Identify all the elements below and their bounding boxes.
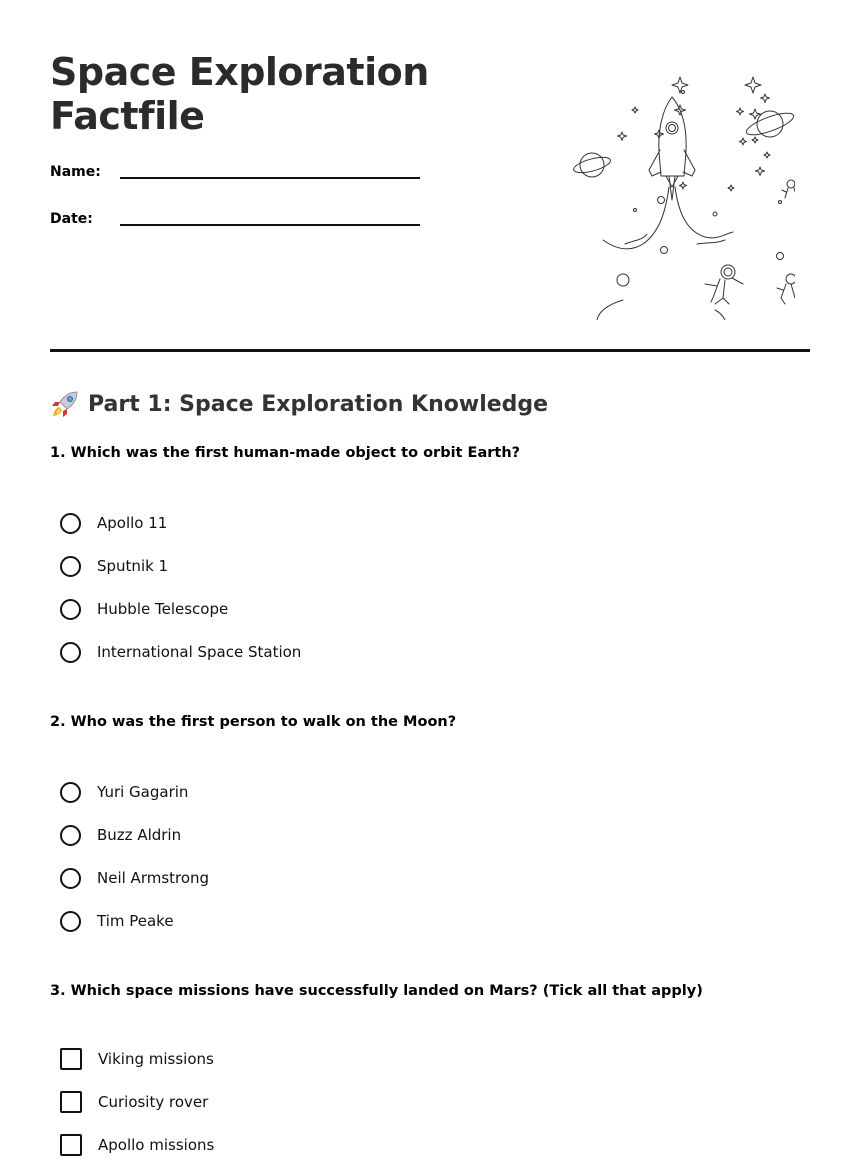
- option-label: Neil Armstrong: [97, 869, 210, 887]
- option-radio[interactable]: [60, 510, 167, 536]
- worksheet-header: [50, 50, 810, 350]
- option-label: Tim Peake: [97, 912, 174, 930]
- radio-button[interactable]: [60, 513, 81, 534]
- option-label: Apollo missions: [98, 1136, 215, 1154]
- option-checkbox[interactable]: [60, 1089, 208, 1115]
- question-2: 2. Who was the first person to walk on the Moon?: [50, 714, 457, 730]
- option-checkbox[interactable]: [60, 1046, 214, 1072]
- section-heading: [50, 389, 548, 419]
- radio-button[interactable]: [60, 782, 81, 803]
- rocket-icon: [50, 389, 80, 419]
- date-field[interactable]: [50, 211, 420, 235]
- option-label: Viking missions: [98, 1050, 214, 1068]
- option-label: Sputnik 1: [97, 557, 169, 575]
- option-radio[interactable]: [60, 865, 209, 891]
- radio-button[interactable]: [60, 599, 81, 620]
- question-1: 1. Which was the first human-made object to orbit Earth?: [50, 445, 521, 461]
- radio-button[interactable]: [60, 911, 81, 932]
- option-radio[interactable]: [60, 639, 301, 665]
- option-label: International Space Station: [97, 643, 302, 661]
- date-label: Date:: [50, 211, 93, 227]
- option-radio[interactable]: [60, 596, 228, 622]
- name-label: Name:: [50, 164, 101, 180]
- worksheet-title: Space Exploration Factfile: [50, 50, 429, 138]
- option-label: Hubble Telescope: [97, 600, 229, 618]
- rocket-space-illustration: [565, 72, 795, 320]
- option-radio[interactable]: [60, 908, 174, 934]
- radio-button[interactable]: [60, 825, 81, 846]
- radio-button[interactable]: [60, 868, 81, 889]
- name-line[interactable]: [120, 177, 420, 179]
- option-label: Yuri Gagarin: [97, 783, 189, 801]
- option-label: Curiosity rover: [98, 1093, 209, 1111]
- section-divider: [50, 349, 810, 352]
- option-label: Buzz Aldrin: [97, 826, 182, 844]
- radio-button[interactable]: [60, 642, 81, 663]
- option-radio[interactable]: [60, 822, 181, 848]
- checkbox[interactable]: [60, 1091, 82, 1113]
- option-radio[interactable]: [60, 779, 188, 805]
- section-title: Part 1: Space Exploration Knowledge: [88, 391, 549, 417]
- checkbox[interactable]: [60, 1134, 82, 1156]
- question-3: 3. Which space missions have successfully landed on Mars? (Tick all that apply): [50, 983, 703, 999]
- option-radio[interactable]: [60, 553, 168, 579]
- date-line[interactable]: [120, 224, 420, 226]
- name-field[interactable]: [50, 164, 420, 188]
- option-label: Apollo 11: [97, 514, 168, 532]
- radio-button[interactable]: [60, 556, 81, 577]
- checkbox[interactable]: [60, 1048, 82, 1070]
- option-checkbox[interactable]: [60, 1132, 214, 1158]
